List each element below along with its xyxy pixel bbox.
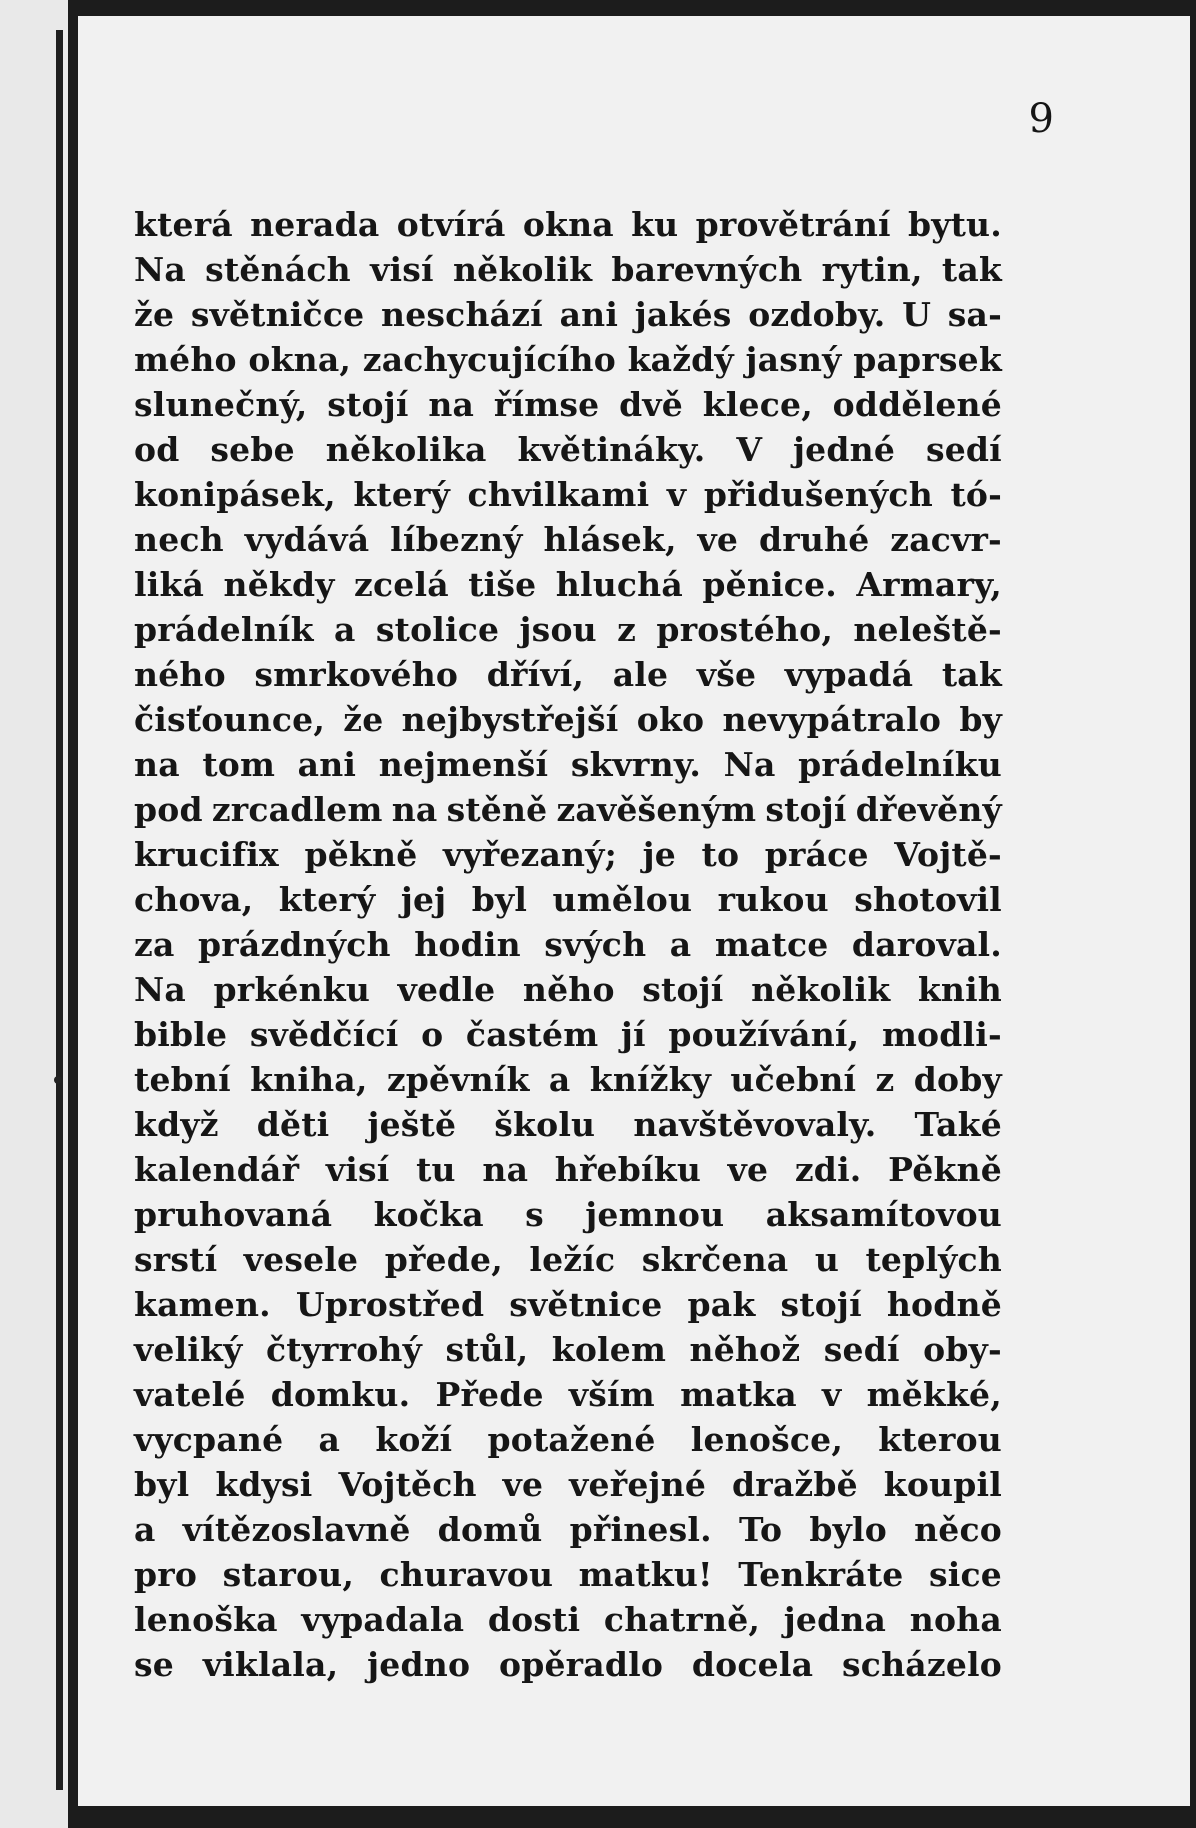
word: to [701, 835, 740, 874]
word: u [814, 1240, 840, 1279]
word: na [482, 1150, 529, 1189]
word: oko [636, 700, 705, 739]
word: ku [631, 205, 679, 244]
word: zcelá [354, 565, 449, 604]
text-line [134, 1552, 1002, 1597]
word: práce [764, 835, 869, 874]
word: hodně [886, 1285, 1002, 1324]
word: několik [452, 250, 593, 289]
text-line [134, 697, 1002, 742]
word: zacvr- [890, 520, 1002, 559]
word: ani [559, 295, 619, 334]
word: kočka [373, 1195, 484, 1234]
word: visí [325, 1150, 390, 1189]
word: V [736, 430, 763, 469]
word: nejmenší [378, 745, 549, 784]
word: vypadala [301, 1600, 465, 1639]
word: vedle [397, 970, 496, 1009]
word: že [134, 295, 175, 334]
word: dosti [487, 1600, 581, 1639]
word: paprsek [853, 340, 1002, 379]
word: matku! [578, 1555, 713, 1594]
word: přidušených [703, 475, 933, 514]
word: sebe [210, 430, 295, 469]
word: stojí [642, 970, 724, 1009]
word: neleště- [853, 610, 1002, 649]
word: hřebíku [554, 1150, 702, 1189]
word: klece, [702, 385, 813, 424]
word: Na [723, 745, 776, 784]
text-line [134, 1597, 1002, 1642]
word: ještě [367, 1105, 457, 1144]
word: dříví, [486, 655, 585, 694]
word: sedí [925, 430, 1002, 469]
word: dvě [619, 385, 683, 424]
word: veliký [134, 1330, 243, 1369]
text-line [134, 472, 1002, 517]
word: měkké, [866, 1375, 1002, 1414]
word: Také [914, 1105, 1002, 1144]
word: aksamítovou [765, 1195, 1002, 1234]
word: světničce [190, 295, 365, 334]
word: oddělené [832, 385, 1002, 424]
word: smrkového [254, 655, 459, 694]
word: veřejné [569, 1465, 707, 1504]
word: tak [941, 250, 1002, 289]
word: rukou [717, 880, 829, 919]
text-line [134, 1147, 1002, 1192]
word: zpěvník [386, 1060, 530, 1099]
word: stěnách [205, 250, 351, 289]
word: nech [134, 520, 224, 559]
word: děti [256, 1105, 330, 1144]
word: hlásek, [543, 520, 677, 559]
word: chatrně, [603, 1600, 761, 1639]
word: každý [627, 340, 734, 379]
word: vesele [243, 1240, 359, 1279]
word: koupil [883, 1465, 1002, 1504]
word: vítězoslavně [182, 1510, 411, 1549]
book-page [78, 16, 1190, 1806]
word: srstí [134, 1240, 218, 1279]
text-line [134, 652, 1002, 697]
word: Armary, [856, 565, 1002, 604]
text-line [134, 607, 1002, 652]
word: a [669, 925, 692, 964]
text-line [134, 1327, 1002, 1372]
word: chvilkami [467, 475, 650, 514]
word: a [318, 1420, 341, 1459]
word: knížky [589, 1060, 712, 1099]
word: lenošce, [690, 1420, 844, 1459]
word: zachycujícího [362, 340, 616, 379]
word: krucifix [134, 835, 279, 874]
text-line [134, 787, 1002, 832]
word: jsou [519, 610, 597, 649]
word: ani [297, 745, 357, 784]
word: pěnice. [702, 565, 837, 604]
word: která [134, 205, 233, 244]
word: nevypátralo [722, 700, 942, 739]
word: a [333, 610, 356, 649]
word: vatelé [134, 1375, 246, 1414]
word: pod [134, 790, 203, 829]
word: byl [471, 880, 528, 919]
word: zrcadlem [211, 790, 383, 829]
text-line [134, 562, 1002, 607]
word: mého [134, 340, 237, 379]
word: stojí [765, 790, 847, 829]
word: je [642, 835, 676, 874]
word: používání, [668, 1015, 860, 1054]
word: kalendář [134, 1150, 300, 1189]
text-line [134, 1462, 1002, 1507]
word: školu [494, 1105, 596, 1144]
word: noha [909, 1600, 1002, 1639]
word: tó- [950, 475, 1002, 514]
word: čtyrrohý [265, 1330, 422, 1369]
word: bylo [809, 1510, 887, 1549]
word: pro [134, 1555, 198, 1594]
word: z [875, 1060, 895, 1099]
word: starou, [222, 1555, 355, 1594]
text-line [134, 1417, 1002, 1462]
word: barevných [611, 250, 803, 289]
word: něho [522, 970, 615, 1009]
text-line [134, 1057, 1002, 1102]
word: častém [465, 1015, 599, 1054]
word: navštěvovaly. [633, 1105, 877, 1144]
word: kterou [878, 1420, 1002, 1459]
word: modli- [881, 1015, 1002, 1054]
word: tiše [468, 565, 537, 604]
word: slunečný, [134, 385, 308, 424]
word: churavou [379, 1555, 554, 1594]
text-line [134, 337, 1002, 382]
word: konipásek, [134, 475, 336, 514]
word: svých [544, 925, 647, 964]
text-line [134, 1102, 1002, 1147]
word: světnice [509, 1285, 663, 1324]
word: druhé [758, 520, 870, 559]
word: nerada [250, 205, 380, 244]
word: někdy [223, 565, 335, 604]
word: pěkně [304, 835, 418, 874]
word: stojí [327, 385, 409, 424]
word: sa- [947, 295, 1002, 334]
word: neschází [381, 295, 543, 334]
word: domů [437, 1510, 543, 1549]
word: vším [568, 1375, 655, 1414]
word: bytu. [907, 205, 1002, 244]
word: svědčící [249, 1015, 399, 1054]
word: pak [687, 1285, 756, 1324]
word: Vojtěch [338, 1465, 477, 1504]
word: ale [612, 655, 669, 694]
word: jedné [793, 430, 896, 469]
word: v [822, 1375, 842, 1414]
word: knih [917, 970, 1002, 1009]
text-line [134, 832, 1002, 877]
margin-speck [54, 1076, 62, 1084]
word: otvírá [396, 205, 506, 244]
text-line [134, 1012, 1002, 1057]
word: v [666, 475, 687, 514]
word: scházelo [842, 1645, 1002, 1684]
text-line [134, 967, 1002, 1012]
word: prázdných [198, 925, 391, 964]
text-line [134, 292, 1002, 337]
word: ného [134, 655, 226, 694]
word: vycpané [134, 1420, 284, 1459]
word: jej [400, 880, 447, 919]
word: Pěkně [888, 1150, 1002, 1189]
word: domku. [270, 1375, 411, 1414]
word: dražbě [731, 1465, 858, 1504]
word: sice [928, 1555, 1002, 1594]
word: několik [751, 970, 891, 1009]
word: docela [691, 1645, 814, 1684]
text-line [134, 382, 1002, 427]
word: by [959, 700, 1002, 739]
word: prádelník [134, 610, 314, 649]
word: učební [730, 1060, 857, 1099]
word: pruhovaná [134, 1195, 333, 1234]
word: lenoška [134, 1600, 278, 1639]
word: kdysi [215, 1465, 313, 1504]
word: přinesl. [569, 1510, 712, 1549]
word: okna [522, 205, 614, 244]
word: ozdoby. [748, 295, 886, 334]
text-line [134, 877, 1002, 922]
word: vydává [244, 520, 370, 559]
word: viklala, [202, 1645, 339, 1684]
word: na [391, 790, 438, 829]
word: oby- [923, 1330, 1002, 1369]
word: stojí [780, 1285, 862, 1324]
word: a [548, 1060, 571, 1099]
page-number: 9 [1028, 96, 1054, 142]
text-line [134, 1507, 1002, 1552]
word: tební [134, 1060, 231, 1099]
binding-shadow [56, 30, 63, 1790]
word: kamen. [134, 1285, 271, 1324]
word: tak [941, 655, 1002, 694]
word: na [134, 745, 180, 784]
word: stolice [375, 610, 500, 649]
word: vypadá [784, 655, 914, 694]
text-line [134, 1282, 1002, 1327]
word: hodin [414, 925, 521, 964]
word: jedno [367, 1645, 471, 1684]
word: ve [727, 1150, 769, 1189]
word: skvrny. [570, 745, 702, 784]
word: visí [370, 250, 434, 289]
word: skrčena [641, 1240, 789, 1279]
word: který [278, 880, 376, 919]
word: nejbystřejší [401, 700, 619, 739]
word: Na [134, 970, 186, 1009]
word: liká [134, 565, 205, 604]
word: něco [914, 1510, 1002, 1549]
text-line [134, 517, 1002, 562]
word: něhož [689, 1330, 801, 1369]
word: stěně [446, 790, 548, 829]
word: římse [493, 385, 600, 424]
word: U [902, 295, 932, 334]
word: opěradlo [499, 1645, 664, 1684]
word: teplých [865, 1240, 1002, 1279]
text-line [134, 1192, 1002, 1237]
previous-page-edge [0, 0, 68, 1828]
word: stůl, [445, 1330, 529, 1369]
word: Uprostřed [295, 1285, 485, 1324]
word: jasný [745, 340, 842, 379]
word: sedí [823, 1330, 900, 1369]
text-line [134, 1372, 1002, 1417]
text-line [134, 922, 1002, 967]
word: doby [913, 1060, 1002, 1099]
word: jí [620, 1015, 646, 1054]
word: několika [325, 430, 487, 469]
word: Přede [435, 1375, 544, 1414]
body-text [134, 202, 1002, 1687]
word: potažené [487, 1420, 656, 1459]
word: kolem [551, 1330, 667, 1369]
word: chova, [134, 880, 254, 919]
word: provětrání [695, 205, 891, 244]
word: květináky. [517, 430, 706, 469]
word: daroval. [851, 925, 1002, 964]
word: na [428, 385, 475, 424]
word: prkénku [213, 970, 371, 1009]
word: umělou [552, 880, 693, 919]
word: čisťounce, [134, 700, 326, 739]
text-line [134, 1642, 1002, 1687]
text-line [134, 1237, 1002, 1282]
text-line [134, 742, 1002, 787]
word: se [134, 1645, 174, 1684]
word: jedna [783, 1600, 887, 1639]
word: byl [134, 1465, 190, 1504]
text-line [134, 247, 1002, 292]
word: zdi. [794, 1150, 862, 1189]
word: rytin, [821, 250, 923, 289]
word: přede, [384, 1240, 503, 1279]
word: jemnou [585, 1195, 725, 1234]
word: Tenkráte [738, 1555, 904, 1594]
word: bible [134, 1015, 228, 1054]
text-line [134, 427, 1002, 472]
word: tom [202, 745, 276, 784]
word: Na [134, 250, 186, 289]
word: líbezný [390, 520, 523, 559]
word: prádelníku [798, 745, 1002, 784]
word: který [353, 475, 450, 514]
word: To [738, 1510, 783, 1549]
word: že [343, 700, 384, 739]
word: ve [502, 1465, 544, 1504]
word: matka [680, 1375, 797, 1414]
word: z [617, 610, 637, 649]
word: vše [696, 655, 757, 694]
word: jakés [634, 295, 732, 334]
word: hluchá [555, 565, 683, 604]
word: za [134, 925, 175, 964]
word: shotovil [854, 880, 1002, 919]
word: ve [697, 520, 739, 559]
text-line [134, 202, 1002, 247]
word: matce [714, 925, 829, 964]
word: vyřezaný; [442, 835, 617, 874]
word: s [525, 1195, 544, 1234]
word: kniha, [250, 1060, 368, 1099]
word: dřevěný [855, 790, 1002, 829]
word: když [134, 1105, 219, 1144]
word: zavěšeným [556, 790, 757, 829]
word: tu [416, 1150, 456, 1189]
word: od [134, 430, 180, 469]
word: okna, [248, 340, 352, 379]
word: prostého, [656, 610, 834, 649]
word: a [134, 1510, 156, 1549]
word: o [421, 1015, 444, 1054]
word: Vojtě- [894, 835, 1002, 874]
word: koží [375, 1420, 453, 1459]
word: ležíc [529, 1240, 616, 1279]
